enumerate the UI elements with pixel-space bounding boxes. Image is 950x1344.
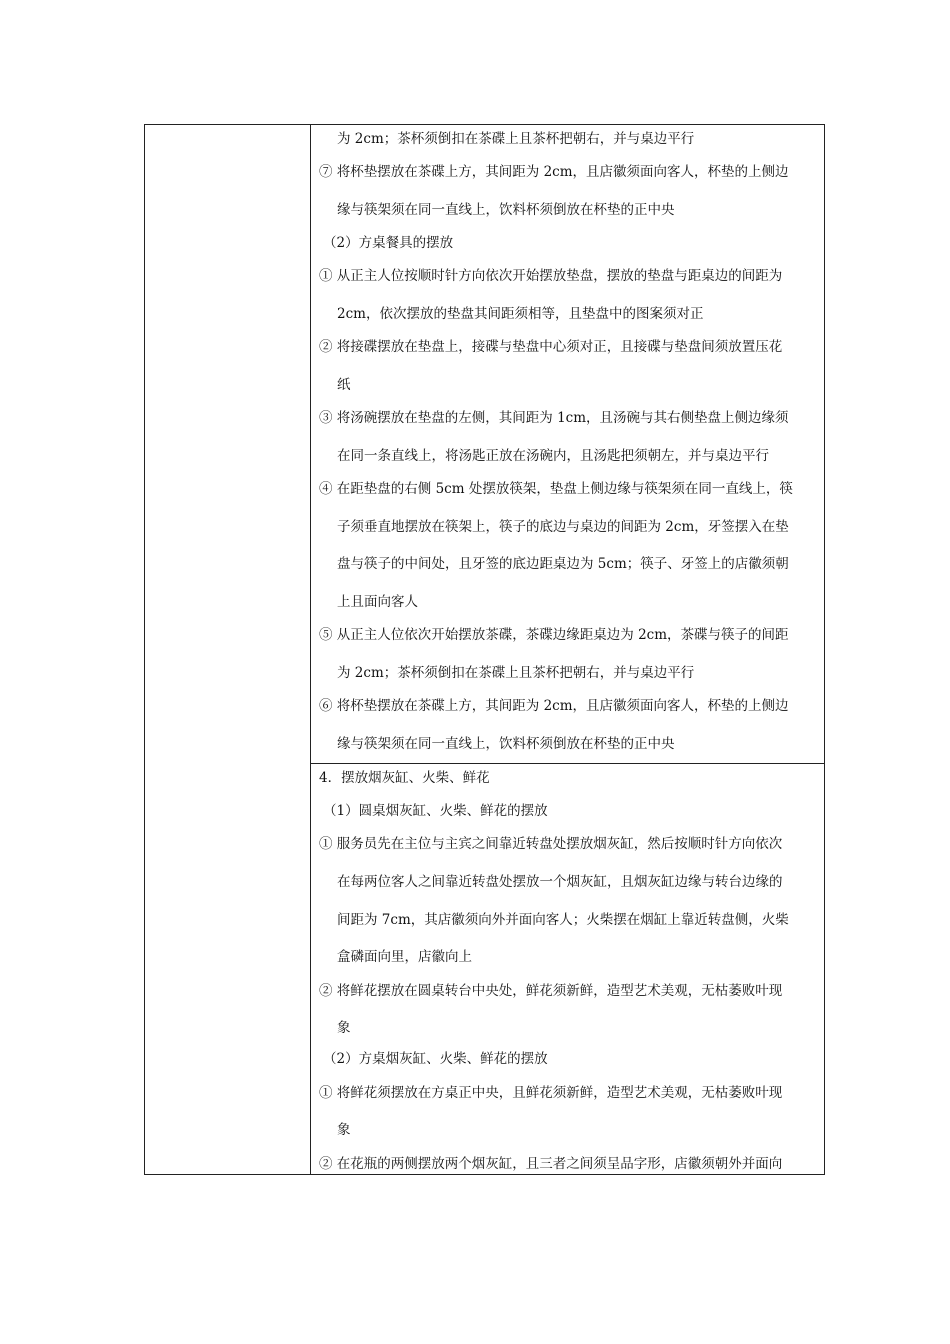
- text-line: 为 2cm；茶杯须倒扣在茶碟上且茶杯把朝右，并与桌边平行: [337, 665, 695, 681]
- text-line: 子须垂直地摆放在筷架上，筷子的底边与桌边的间距为 2cm，牙签摆入在垫: [337, 519, 789, 535]
- text-line: （2）方桌餐具的摆放: [323, 235, 454, 251]
- text-line: ② 在花瓶的两侧摆放两个烟灰缸，且三者之间须呈品字形，店徽须朝外并面向: [319, 1156, 783, 1172]
- content-table: [144, 124, 825, 1175]
- text-line: 象: [337, 1122, 351, 1138]
- text-line: 象: [337, 1020, 351, 1036]
- subsection-heading: （2）方桌烟灰缸、火柴、鲜花的摆放: [323, 1051, 548, 1067]
- table-cell-ashtray-setup: [311, 764, 824, 1174]
- text-line: 缘与筷架须在同一直线上，饮料杯须倒放在杯垫的正中央: [337, 736, 675, 752]
- text-line: ③ 将汤碗摆放在垫盘的左侧，其间距为 1cm，且汤碗与其右侧垫盘上侧边缘须: [319, 410, 789, 426]
- text-line: ④ 在距垫盘的右侧 5cm 处摆放筷架，垫盘上侧边缘与筷架须在同一直线上，筷: [319, 481, 793, 497]
- text-line: ① 服务员先在主位与主宾之间靠近转盘处摆放烟灰缸，然后按顺时针方向依次: [319, 836, 783, 852]
- text-line: 纸: [337, 377, 351, 393]
- table-cell-dining-setup: [311, 125, 824, 763]
- text-line: ② 将接碟摆放在垫盘上，接碟与垫盘中心须对正，且接碟与垫盘间须放置压花: [319, 339, 783, 355]
- text-line: 为 2cm；茶杯须倒扣在茶碟上且茶杯把朝右，并与桌边平行: [337, 131, 695, 147]
- text-line: 在同一条直线上，将汤匙正放在汤碗内，且汤匙把须朝左，并与桌边平行: [337, 448, 769, 464]
- text-line: ⑤ 从正主人位依次开始摆放茶碟，茶碟边缘距桌边为 2cm，茶碟与筷子的间距: [319, 627, 789, 643]
- text-line: ⑥ 将杯垫摆放在茶碟上方，其间距为 2cm，且店徽须面向客人，杯垫的上侧边: [319, 698, 789, 714]
- section-heading: 4．摆放烟灰缸、火柴、鲜花: [319, 770, 490, 786]
- text-line: 间距为 7cm，其店徽须向外并面向客人；火柴摆在烟缸上靠近转盘侧，火柴: [337, 912, 789, 928]
- text-line: 上且面向客人: [337, 594, 418, 610]
- text-line: ② 将鲜花摆放在圆桌转台中央处，鲜花须新鲜，造型艺术美观，无枯萎败叶现: [319, 983, 783, 999]
- text-line: 缘与筷架须在同一直线上，饮料杯须倒放在杯垫的正中央: [337, 202, 675, 218]
- subsection-heading: （1）圆桌烟灰缸、火柴、鲜花的摆放: [323, 803, 548, 819]
- text-line: 盘与筷子的中间处，且牙签的底边距桌边为 5cm；筷子、牙签上的店徽须朝: [337, 556, 789, 572]
- text-line: 盒磷面向里，店徽向上: [337, 949, 472, 965]
- text-line: ① 从正主人位按顺时针方向依次开始摆放垫盘，摆放的垫盘与距桌边的间距为: [319, 268, 783, 284]
- text-line: ⑦ 将杯垫摆放在茶碟上方，其间距为 2cm，且店徽须面向客人，杯垫的上侧边: [319, 164, 789, 180]
- text-line: 在每两位客人之间靠近转盘处摆放一个烟灰缸，且烟灰缸边缘与转台边缘的: [337, 874, 783, 890]
- text-line: ① 将鲜花须摆放在方桌正中央，且鲜花须新鲜，造型艺术美观，无枯萎败叶现: [319, 1085, 783, 1101]
- text-line: 2cm，依次摆放的垫盘其间距须相等，且垫盘中的图案须对正: [337, 306, 704, 322]
